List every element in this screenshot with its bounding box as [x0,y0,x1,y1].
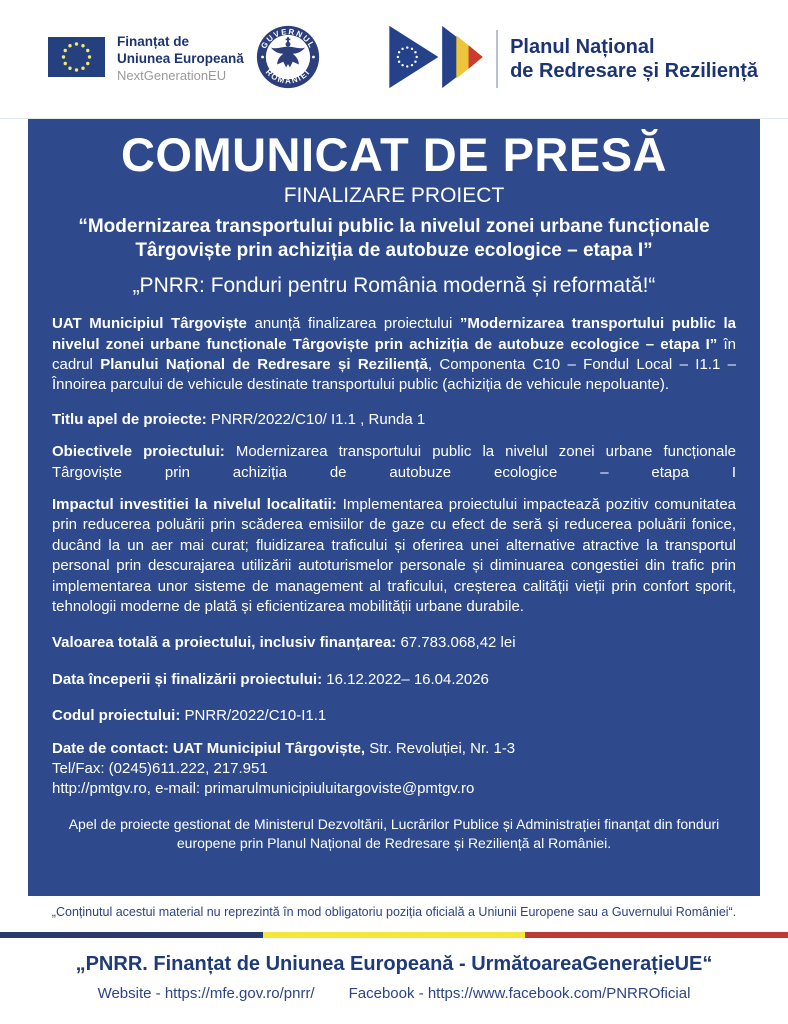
project-title: “Modernizarea transportului public la nivelul zonei urbane funcționale Târgoviște prin achiziția de autobuze ecologice – etapa I” [78,215,710,261]
seal-arc-bottom: ROMÂNIEI [264,66,313,85]
total-value-label: Valoarea totală a proiectului, inclusiv finanțarea: [52,634,397,652]
contact-label: Date de contact: UAT Municipiul Târgoviște, [52,739,366,757]
footer-links [0,985,788,1002]
intro-beneficiary: UAT Municipiul Târgoviște [52,315,247,333]
pnrr-logo [389,24,758,95]
objectives-label: Obiectivele proiectului: [52,443,225,461]
pnrr-arrows-icon [389,24,484,95]
tricolor-red-segment [525,932,788,938]
intro-pnrr-name: Planului Național de Redresare și Reziliență [100,356,428,374]
impact-row [52,495,736,617]
eu-disclaimer: „Conținutul acestui material nu reprezintă în mod obligatoriu poziția oficială a Uniunii Europene sau a Guvernului României“. [51,905,737,919]
tricolor-blue-segment [0,932,263,938]
eu-funding-line1: Finanțat de [117,34,190,49]
objectives-row [52,442,736,483]
total-value-amount: 67.783.068,42 lei [396,634,516,652]
pnrr-logo-divider [496,30,498,88]
dates-row [52,670,736,690]
call-title-value: PNRR/2022/C10/ I1.1 , Runda 1 [206,410,426,428]
pnrr-logo-text [510,35,758,84]
intro-paragraph: UAT Municipiul Târgoviște anunță finalizarea proiectului ”Modernizarea transportului public la nivelul zonei urbane funcționale Târgoviște prin achiziția de autobuze ecologice – etapa I” în cadrul Planului Național de Redresare și Reziliență, Componenta C10 – Fondul Local – I1.1 – Înnoirea parcului de vehicule destinate transportului public (achiziția de vehicule nepoluante). [52,315,737,394]
eu-flag-icon [48,37,105,82]
contact-address: Str. Revoluției, Nr. 1-3 [365,739,516,757]
project-code-row [52,706,736,726]
call-title-row [52,410,736,430]
dates-label: Data începerii și finalizării proiectului: [52,670,323,688]
pnrr-line1: Planul Național [510,35,655,58]
project-code-value: PNRR/2022/C10-I1.1 [180,707,327,725]
footer-slogan: „PNRR. Finanțat de Uniunea Europeană - UrmătoareaGenerațieUE“ [75,953,713,975]
website-link: Website - https://mfe.gov.ro/pnrr/ [97,985,315,1002]
intro-project-name: ”Modernizarea transportului public la nivelul zonei urbane funcționale Târgoviște prin achiziția de autobuze ecologice – etapa I” [52,315,736,353]
managing-authority-note: Apel de proiecte gestionat de Ministerul Dezvoltării, Lucrărilor Publice și Administrației finanțat din fonduri europene prin Planul Național de Redresare și Reziliență al României. [68,815,720,851]
government-seal-icon [255,24,321,95]
contact-phone: Tel/Fax: (0245)611.222, 217.951 [52,759,268,777]
project-code-label: Codul proiectului: [52,707,181,725]
eu-funding-logo [48,34,244,84]
impact-label: Impactul investitiei la nivelul localitatii: [52,496,337,514]
impact-value: Implementarea proiectului impactează pozitiv comunitatea prin reducerea poluării prin scăderea emisiilor de gaze cu efect de seră și reducerea poluării fonice, ducând la un aer mai curat; fluidizarea traficului și oferirea unei alternative atractive la transportul personal prin descurajarea utilizării autoturismelor personale și diminuarea congestiei din trafic prin implementarea unor sisteme de management al traficului, creșterea calității vieții prin confort sporit, tehnologii moderne de plată și eficientizarea mobilității urbane durabile. [52,496,737,615]
release-subtitle: FINALIZARE PROIECT [283,183,505,207]
press-release-body [28,119,760,896]
tricolor-yellow-segment [263,932,526,938]
pnrr-line2: de Redresare și Reziliență [510,60,758,82]
eu-funding-line3: NextGenerationEU [117,67,227,83]
page-title: COMUNICAT DE PRESĂ [120,128,668,181]
dates-value: 16.12.2022– 16.04.2026 [322,670,489,688]
contact-block [52,739,736,800]
eu-funding-text [117,34,244,84]
objectives-value: Modernizarea transportului public la nivelul zonei urbane funcționale Târgoviște prin achiziția de autobuze ecologice – etapa I [52,443,736,481]
contact-web-email: http://pmtgv.ro, e-mail: primarulmunicipiuluitargoviste@pmtgv.ro [52,780,475,798]
facebook-link: Facebook - https://www.facebook.com/PNRROficial [348,985,691,1002]
header-logos [0,0,788,119]
seal-arc-top: GUVERNUL [259,26,318,50]
eu-funding-line2: Uniunea Europeană [117,50,244,66]
pnrr-slogan: „PNRR: Fonduri pentru România modernă și reformată!“ [132,274,656,298]
call-title-label: Titlu apel de proiecte: [52,410,207,428]
total-value-row [52,633,736,653]
romanian-tricolor-bar [0,932,788,938]
